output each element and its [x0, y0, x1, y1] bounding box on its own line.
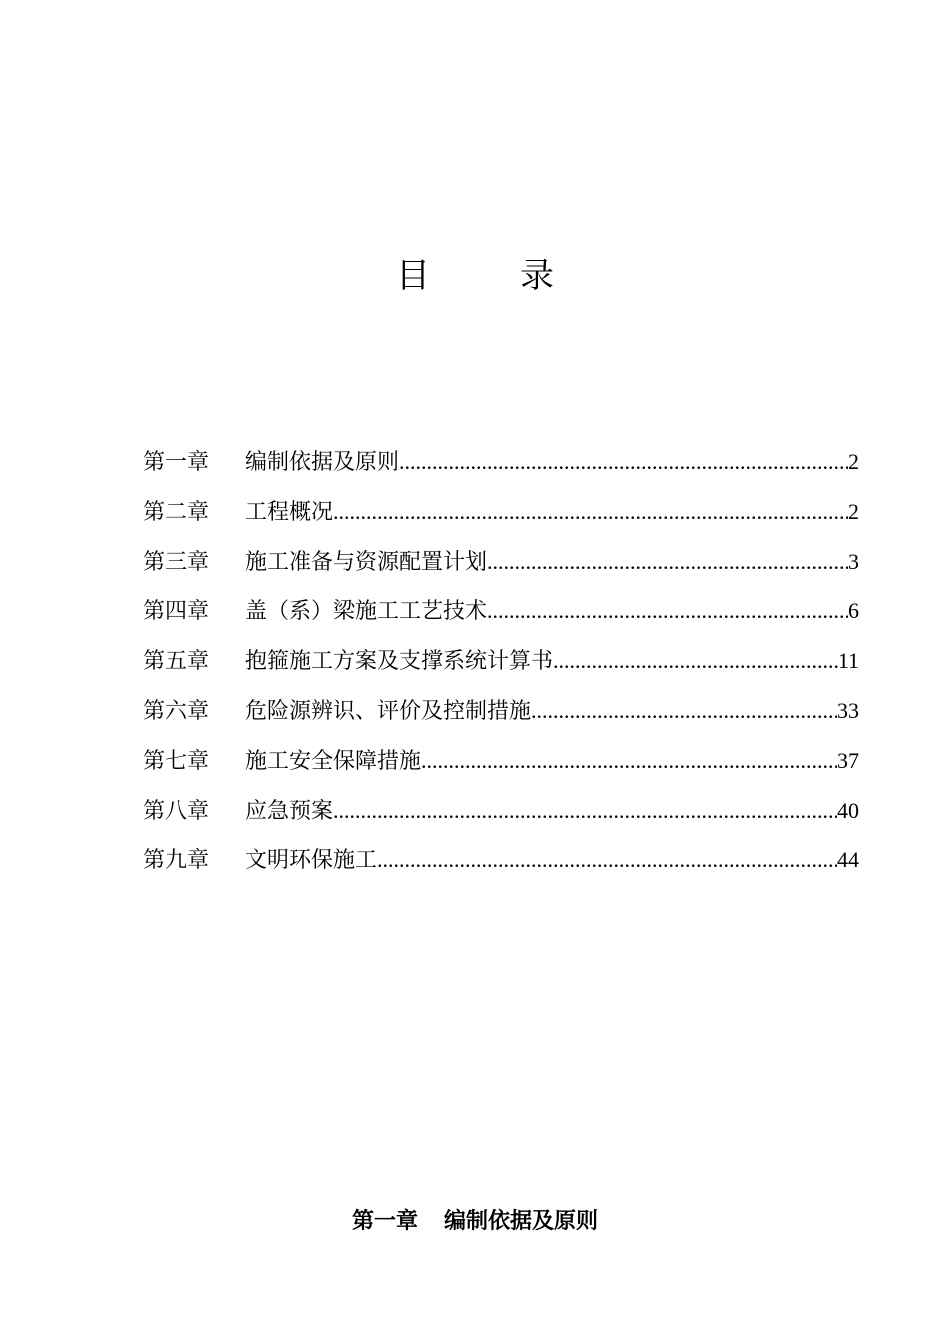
- toc-chapter-number: 第八章: [143, 798, 210, 824]
- toc-entry[interactable]: [143, 540, 859, 590]
- toc-chapter-title: 抱箍施工方案及支撑系统计算书: [245, 649, 554, 675]
- toc-entry[interactable]: [143, 639, 859, 689]
- toc-page-number: 37: [837, 747, 859, 773]
- chapter-heading-number: 第一章: [351, 1209, 418, 1234]
- toc-chapter-number: 第七章: [143, 748, 210, 774]
- chapter-heading: [0, 1202, 950, 1242]
- toc-chapter-number: 第九章: [143, 848, 210, 874]
- toc-leader-dots: [333, 789, 837, 833]
- toc-chapter-number: 第一章: [143, 450, 210, 475]
- toc-page-number: 11: [837, 648, 859, 674]
- toc-entry[interactable]: [143, 490, 859, 540]
- toc-page-number: 6: [848, 598, 859, 624]
- toc-page-number: 33: [837, 697, 859, 723]
- toc-chapter-title: 编制依据及原则: [245, 450, 400, 475]
- toc-leader-dots: [421, 739, 837, 783]
- toc-leader-dots: [553, 639, 838, 683]
- toc-leader-dots: [487, 540, 848, 584]
- toc-title: 目 录: [396, 256, 582, 296]
- toc-chapter-number: 第二章: [143, 499, 210, 525]
- toc-leader-dots: [487, 589, 848, 633]
- toc-chapter-title: 危险源辨识、评价及控制措施: [245, 698, 532, 724]
- toc-chapter-title: 工程概况: [245, 499, 334, 525]
- toc-chapter-title: 应急预案: [245, 798, 334, 824]
- toc-chapter-number: 第六章: [143, 698, 210, 724]
- toc-entry[interactable]: [143, 689, 859, 739]
- toc-chapter-title: 施工安全保障措施: [245, 748, 422, 774]
- toc-list: [143, 440, 859, 888]
- toc-entry[interactable]: [143, 440, 859, 490]
- toc-entry[interactable]: [143, 838, 859, 888]
- toc-leader-dots: [333, 490, 848, 534]
- toc-leader-dots: [377, 838, 837, 882]
- toc-leader-dots: [399, 440, 848, 484]
- toc-chapter-title: 文明环保施工: [245, 848, 378, 874]
- toc-page-number: 44: [837, 847, 859, 873]
- toc-entry[interactable]: [143, 789, 859, 839]
- toc-chapter-number: 第四章: [143, 599, 210, 625]
- toc-page-number: 40: [837, 797, 859, 823]
- chapter-heading-title: 编制依据及原则: [444, 1209, 599, 1234]
- toc-chapter-title: 施工准备与资源配置计划: [245, 549, 488, 575]
- toc-chapter-number: 第三章: [143, 549, 210, 575]
- toc-chapter-title: 盖（系）梁施工工艺技术: [245, 599, 488, 625]
- toc-page-number: 2: [848, 498, 859, 524]
- toc-entry[interactable]: [143, 739, 859, 789]
- toc-page-number: 2: [848, 449, 859, 474]
- toc-page-number: 3: [848, 548, 859, 574]
- toc-entry[interactable]: [143, 589, 859, 639]
- toc-leader-dots: [531, 689, 837, 733]
- toc-chapter-number: 第五章: [143, 649, 210, 675]
